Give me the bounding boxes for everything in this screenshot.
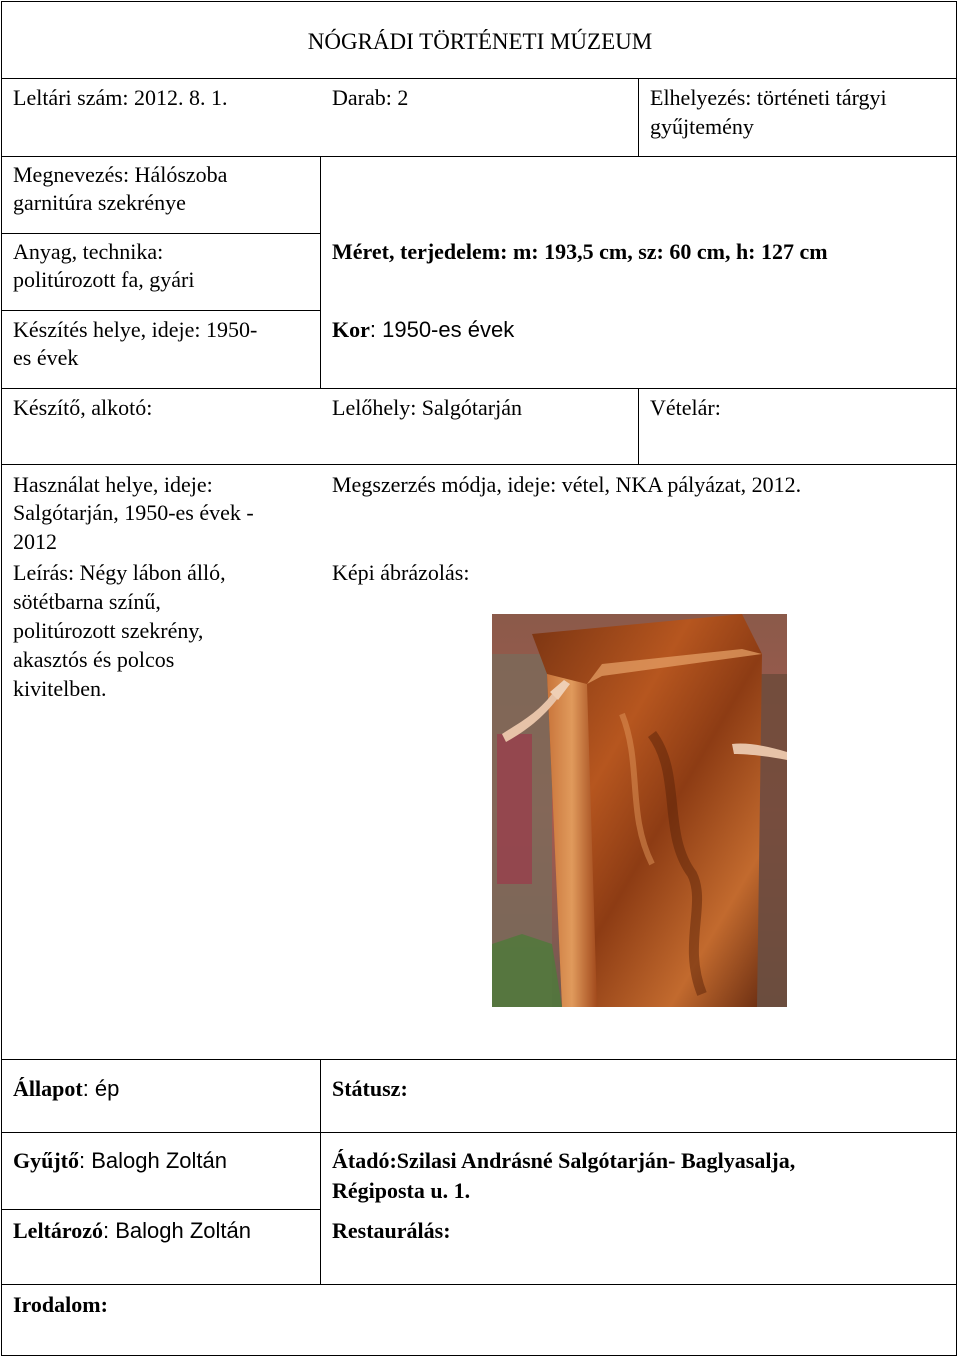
- material-line1: Anyag, technika:: [13, 239, 164, 264]
- rule: [1, 310, 320, 311]
- size-field: Méret, terjedelem: m: 193,5 cm, sz: 60 cm, h: 127 cm: [332, 239, 828, 264]
- status-field: Státusz:: [332, 1076, 408, 1101]
- condition-value: : ép: [82, 1076, 120, 1101]
- age-value: : 1950-es évek: [369, 317, 515, 342]
- object-name-line2: garnitúra szekrénye: [13, 190, 186, 215]
- age-field: [332, 316, 514, 344]
- maker-field: Készítő, alkotó:: [13, 395, 153, 420]
- handover-line2: Régiposta u. 1.: [332, 1178, 471, 1203]
- made-line2: es évek: [13, 345, 79, 370]
- acquisition-field: Megszerzés módja, ideje: vétel, NKA pályázat, 2012.: [332, 472, 802, 497]
- collector-value: : Balogh Zoltán: [79, 1148, 227, 1173]
- rule: [1, 388, 957, 389]
- handover-line1: Átadó:Szilasi Andrásné Salgótarján- Baglyasalja,: [332, 1148, 796, 1173]
- age-label: Kor: [332, 317, 370, 342]
- inventory-clerk-value: : Balogh Zoltán: [103, 1218, 251, 1243]
- description-line1: Leírás: Négy lábon álló,: [13, 560, 226, 585]
- museum-name: NÓGRÁDI TÖRTÉNETI MÚZEUM: [307, 29, 653, 54]
- object-name-line1: Megnevezés: Hálószoba: [13, 162, 228, 187]
- rule: [320, 156, 321, 388]
- inventory-number: Leltári szám: 2012. 8. 1.: [13, 85, 228, 110]
- usage-line1: Használat helye, ideje:: [13, 472, 213, 497]
- rule: [1, 1284, 957, 1285]
- condition-field: [13, 1075, 119, 1103]
- collector-field: [13, 1147, 227, 1175]
- rule: [1, 156, 957, 157]
- find-place-field: Lelőhely: Salgótarján: [332, 395, 522, 420]
- collector-label: Gyűjtő: [13, 1148, 79, 1173]
- image-label: Képi ábrázolás:: [332, 560, 470, 585]
- rule: [1, 464, 957, 465]
- wardrobe-photo: [492, 614, 787, 1007]
- inventory-clerk-label: Leltározó: [13, 1218, 104, 1243]
- rule: [1, 78, 957, 79]
- description-line5: kivitelben.: [13, 676, 107, 701]
- placement-line1: Elhelyezés: történeti tárgyi: [650, 85, 887, 110]
- usage-line3: 2012: [13, 529, 57, 554]
- description-line2: sötétbarna színű,: [13, 589, 161, 614]
- rule: [320, 1059, 321, 1284]
- material-line2: politúrozott fa, gyári: [13, 267, 195, 292]
- rule: [1, 233, 320, 234]
- rule: [1, 1132, 957, 1133]
- literature-field: Irodalom:: [13, 1292, 108, 1317]
- rule: [1, 1059, 957, 1060]
- made-line1: Készítés helye, ideje: 1950-: [13, 317, 258, 342]
- rule: [1, 1209, 320, 1210]
- price-field: Vételár:: [650, 395, 721, 420]
- description-line4: akasztós és polcos: [13, 647, 175, 672]
- inventory-clerk-field: [13, 1217, 251, 1245]
- rule: [638, 388, 639, 464]
- condition-label: Állapot: [13, 1076, 83, 1101]
- description-line3: politúrozott szekrény,: [13, 618, 204, 643]
- restoration-field: Restaurálás:: [332, 1218, 451, 1243]
- rule: [638, 78, 639, 156]
- placement-line2: gyűjtemény: [650, 114, 754, 139]
- usage-line2: Salgótarján, 1950-es évek -: [13, 500, 254, 525]
- quantity: Darab: 2: [332, 85, 409, 110]
